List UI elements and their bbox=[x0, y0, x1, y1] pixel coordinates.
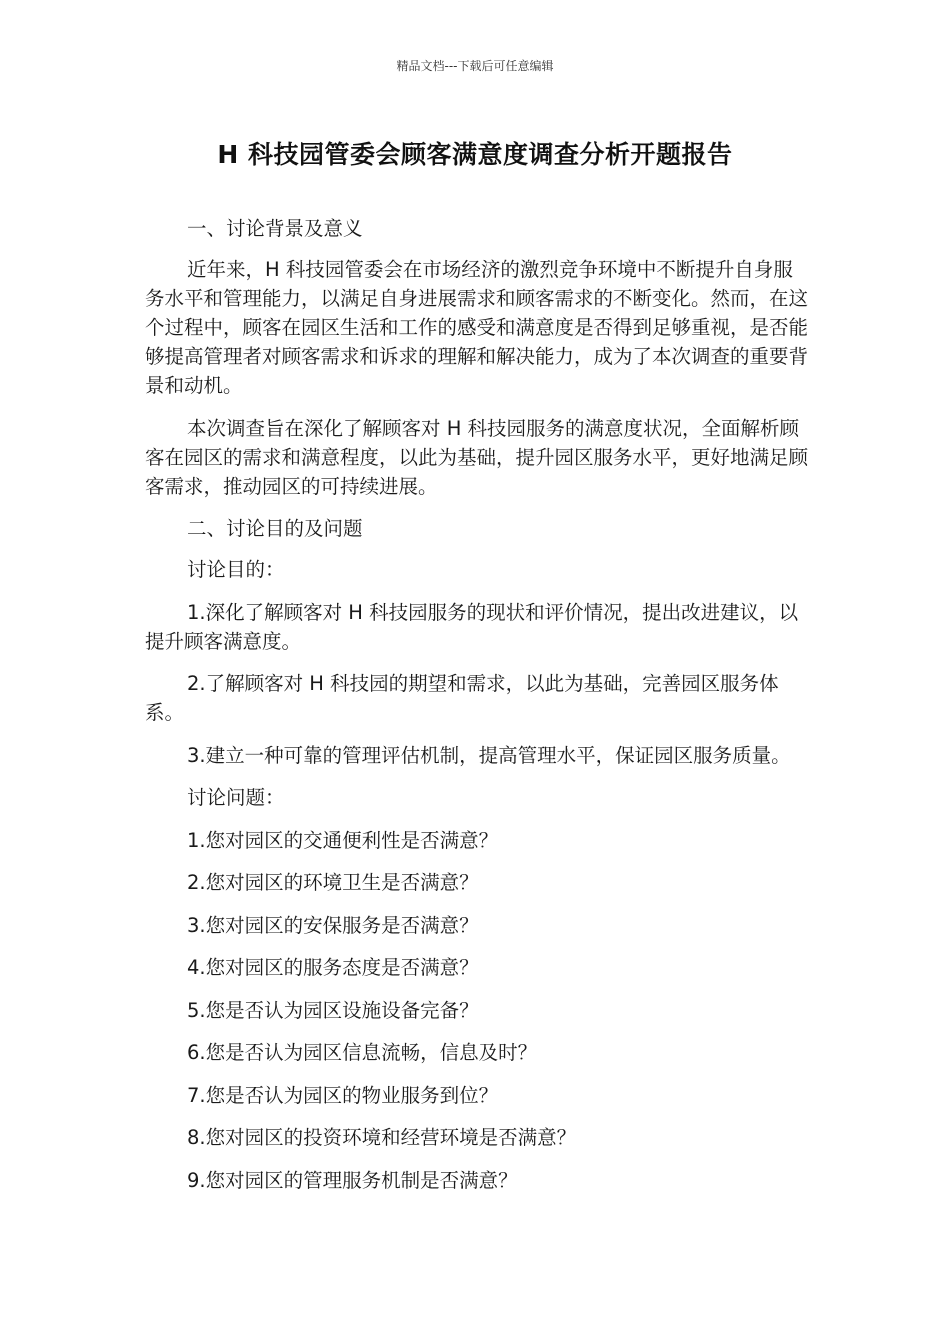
document-body bbox=[145, 214, 810, 1208]
section-heading-background: 一、讨论背景及意义 bbox=[187, 217, 363, 240]
purpose-label: 讨论目的： bbox=[187, 558, 285, 581]
purpose-item: 2.了解顾客对 H 科技园的期望和需求，以此为基础，完善园区服务体系。 bbox=[145, 672, 779, 724]
question-item: 7.您是否认为园区的物业服务到位？ bbox=[187, 1083, 499, 1107]
questions-label: 讨论问题： bbox=[187, 786, 285, 809]
question-item: 1.您对园区的交通便利性是否满意？ bbox=[187, 828, 499, 852]
header-note: 精品文档---下载后可任意编辑 bbox=[396, 59, 554, 73]
purpose-item: 1.深化了解顾客对 H 科技园服务的现状和评价情况，提出改进建议，以提升顾客满意度。 bbox=[145, 600, 799, 653]
question-item: 9.您对园区的管理服务机制是否满意？ bbox=[187, 1168, 518, 1192]
question-item: 8.您对园区的投资环境和经营环境是否满意？ bbox=[187, 1126, 577, 1149]
question-item: 6.您是否认为园区信息流畅，信息及时？ bbox=[187, 1041, 538, 1064]
question-item: 3.您对园区的安保服务是否满意？ bbox=[187, 913, 479, 937]
question-item: 2.您对园区的环境卫生是否满意？ bbox=[187, 871, 479, 894]
paragraph-background-1: 近年来，H 科技园管委会在市场经济的激烈竞争环境中不断提升自身服务水平和管理能力，以满足自身进展需求和顾客需求的不断变化。然而，在这个过程中，顾客在园区生活和工作的感受和满意度是否得到足够重视，是否能够提高管理者对顾客需求和诉求的理解和解决能力，成为了本次调查的重要背景和动机。 bbox=[145, 258, 809, 397]
paragraph-background-2: 本次调查旨在深化了解顾客对 H 科技园服务的满意度状况，全面解析顾客在园区的需求和满意程度，以此为基础，提升园区服务水平，更好地满足顾客需求，推动园区的可持续进展。 bbox=[145, 416, 809, 498]
section-heading-purpose: 二、讨论目的及问题 bbox=[187, 517, 363, 540]
question-item: 5.您是否认为园区设施设备完备？ bbox=[187, 998, 479, 1022]
document-title: H 科技园管委会顾客满意度调查分析开题报告 bbox=[217, 140, 733, 169]
question-item: 4.您对园区的服务态度是否满意？ bbox=[187, 956, 479, 979]
purpose-item: 3.建立一种可靠的管理评估机制，提高管理水平，保证园区服务质量。 bbox=[187, 743, 791, 767]
